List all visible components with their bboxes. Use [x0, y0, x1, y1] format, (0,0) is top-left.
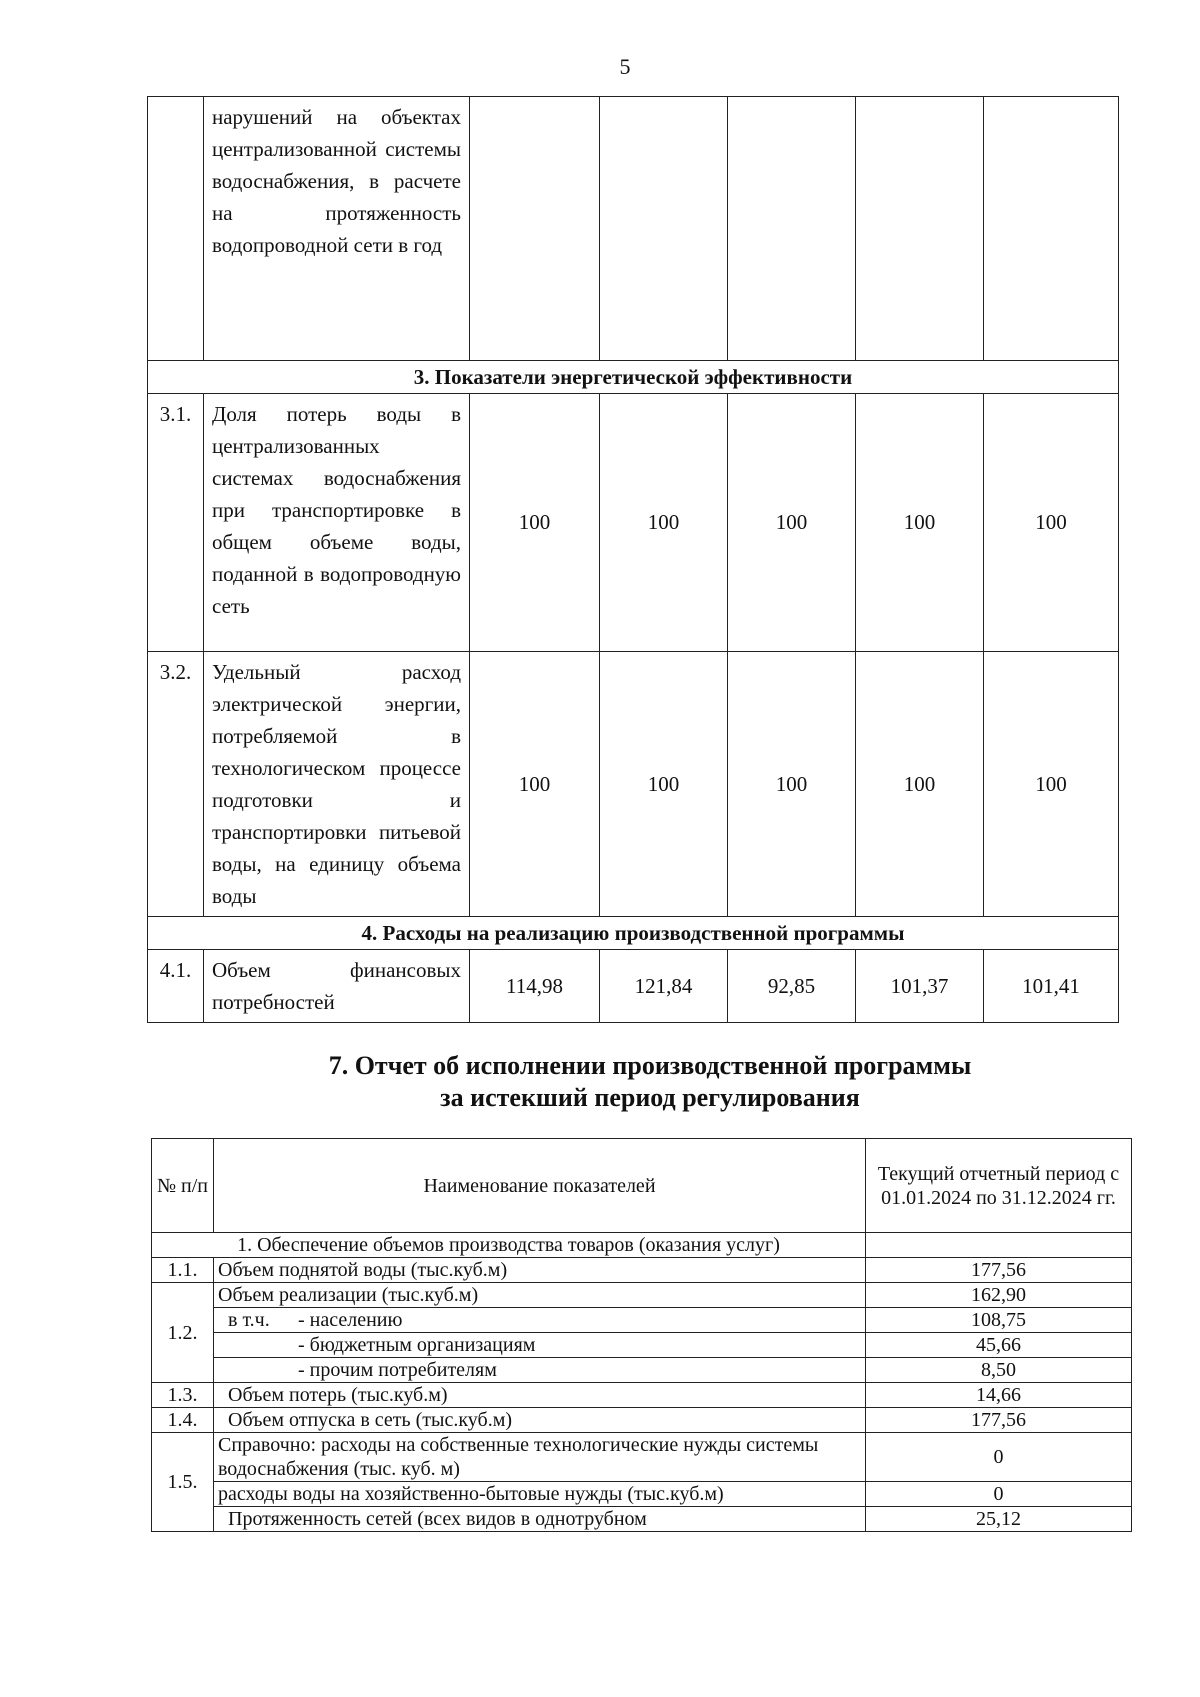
value-cell: 121,84	[600, 950, 728, 1023]
indicator-name: Объем потерь (тыс.куб.м)	[214, 1383, 866, 1408]
table-row	[148, 950, 1119, 1023]
value-cell: 100	[728, 394, 856, 652]
indicator-name: Объем отпуска в сеть (тыс.куб.м)	[214, 1408, 866, 1433]
table-row	[152, 1433, 1132, 1482]
row-number: 1.2.	[152, 1283, 214, 1383]
value-cell: 100	[856, 394, 984, 652]
row-number: 1.1.	[152, 1258, 214, 1283]
indicator-name: расходы воды на хозяйственно-бытовые нужды (тыс.куб.м)	[214, 1482, 866, 1507]
value-cell: 100	[984, 652, 1119, 917]
value-cell: 177,56	[866, 1258, 1132, 1283]
header-period: Текущий отчетный период с 01.01.2024 по 31.12.2024 гг.	[866, 1139, 1132, 1233]
table-row	[152, 1333, 1132, 1358]
row-number: 3.2.	[148, 652, 204, 917]
value-cell: 45,66	[866, 1333, 1132, 1358]
value-cell: 162,90	[866, 1283, 1132, 1308]
section-7-title	[100, 1050, 1200, 1114]
indicator-name: Объем реализации (тыс.куб.м)	[214, 1283, 866, 1308]
value-cell: 100	[470, 394, 600, 652]
value-cell: 0	[866, 1433, 1132, 1482]
indicators-table	[147, 96, 1119, 1023]
report-table	[151, 1138, 1132, 1532]
value-cell: 25,12	[866, 1507, 1132, 1532]
header-num: № п/п	[152, 1139, 214, 1233]
indicator-name: Протяженность сетей (всех видов в однотрубном	[214, 1507, 866, 1532]
value-cell: 101,37	[856, 950, 984, 1023]
table-row	[152, 1308, 1132, 1333]
indicator-name: нарушений на объектах централизованной системы водоснабжения, в расчете на протяженность водопроводной сети в год	[204, 97, 470, 361]
indicator-sub	[214, 1308, 866, 1333]
indicator-name: Объем финансовых потребностей	[204, 950, 470, 1023]
value-cell: 100	[984, 394, 1119, 652]
value-cell: 100	[470, 652, 600, 917]
value-cell: 100	[600, 394, 728, 652]
table-row	[148, 97, 1119, 361]
indicator-name: Объем поднятой воды (тыс.куб.м)	[214, 1258, 866, 1283]
indicator-sub: - бюджетным организациям	[214, 1333, 866, 1358]
row-number: 3.1.	[148, 394, 204, 652]
value-cell: 100	[728, 652, 856, 917]
value-cell: 100	[600, 652, 728, 917]
row-number: 1.5.	[152, 1433, 214, 1532]
value-cell: 108,75	[866, 1308, 1132, 1333]
section-title-4: 4. Расходы на реализацию производственной программы	[148, 917, 1119, 950]
value-cell: 177,56	[866, 1408, 1132, 1433]
indicator-name: Доля потерь воды в централизованных системах водоснабжения при транспортировке в общем объеме воды, поданной в водопроводную сеть	[204, 394, 470, 652]
value-cell: 101,41	[984, 950, 1119, 1023]
section-7-title-line1: 7. Отчет об исполнении производственной программы	[328, 1051, 972, 1080]
header-row	[152, 1139, 1132, 1233]
table-row	[148, 394, 1119, 652]
table-row	[152, 1283, 1132, 1308]
value-cell: 8,50	[866, 1358, 1132, 1383]
section-title-3: 3. Показатели энергетической эффективности	[148, 361, 1119, 394]
row-number: 1.3.	[152, 1383, 214, 1408]
table-row	[152, 1258, 1132, 1283]
table-row	[152, 1408, 1132, 1433]
group-1-title: 1. Обеспечение объемов производства товаров (оказания услуг)	[152, 1233, 866, 1258]
table-row	[152, 1383, 1132, 1408]
indicator-name: Справочно: расходы на собственные технологические нужды системы водоснабжения (тыс. куб. м)	[214, 1433, 866, 1482]
page-number: 5	[619, 54, 631, 79]
value-cell: 92,85	[728, 950, 856, 1023]
group-row	[152, 1233, 1132, 1258]
row-number: 1.4.	[152, 1408, 214, 1433]
value-cell: 114,98	[470, 950, 600, 1023]
value-cell: 14,66	[866, 1383, 1132, 1408]
tch-label: в т.ч.	[228, 1309, 270, 1331]
value-cell: 0	[866, 1482, 1132, 1507]
section-row	[148, 361, 1119, 394]
row-number	[148, 97, 204, 361]
table-row	[152, 1507, 1132, 1532]
table-row	[148, 652, 1119, 917]
indicator-name: Удельный расход электрической энергии, потребляемой в технологическом процессе подготовки и транспортировки питьевой воды, на единицу объема воды	[204, 652, 470, 917]
indicator-sub: - прочим потребителям	[214, 1358, 866, 1383]
section-7-title-line2: за истекший период регулирования	[440, 1083, 860, 1112]
sub-label: - населению	[298, 1309, 403, 1331]
section-row	[148, 917, 1119, 950]
table-row	[152, 1482, 1132, 1507]
header-name: Наименование показателей	[214, 1139, 866, 1233]
value-cell: 100	[856, 652, 984, 917]
row-number: 4.1.	[148, 950, 204, 1023]
table-row	[152, 1358, 1132, 1383]
